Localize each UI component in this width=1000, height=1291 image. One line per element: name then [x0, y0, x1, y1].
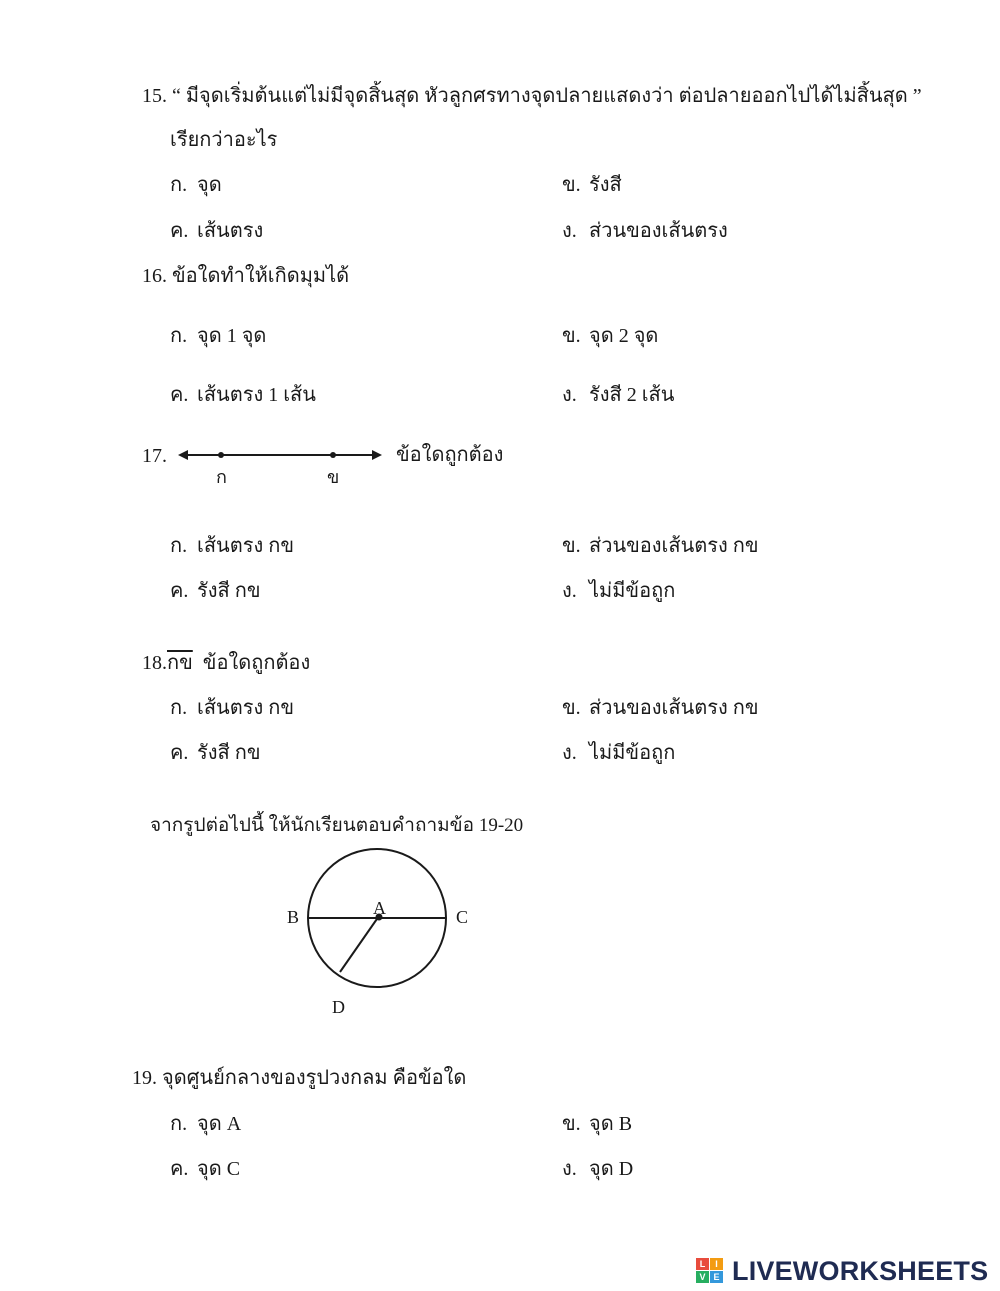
- option-text: รังสี 2 เส้น: [589, 384, 675, 406]
- option-text: จุด 2 จุด: [589, 325, 659, 347]
- q15-option-c[interactable]: [170, 219, 263, 243]
- option-label: ก.: [170, 535, 188, 557]
- point-left: [218, 452, 224, 458]
- option-label: ง.: [562, 742, 577, 764]
- option-text: รังสี กข: [197, 742, 261, 764]
- option-label: ข.: [562, 1113, 581, 1135]
- option-label: ก.: [170, 697, 188, 719]
- option-label: ข.: [562, 325, 581, 347]
- option-text: จุด D: [589, 1158, 634, 1180]
- q19-option-c[interactable]: [170, 1157, 240, 1181]
- point-right: [330, 452, 336, 458]
- q18-option-c[interactable]: [170, 741, 261, 765]
- q18-option-d[interactable]: [562, 741, 675, 765]
- q17-number: 17.: [142, 445, 167, 467]
- option-label: ง.: [562, 580, 577, 602]
- q19-question: 19. จุดศูนย์กลางของรูปวงกลม คือข้อใด: [132, 1067, 467, 1089]
- q16-option-a[interactable]: [170, 324, 266, 348]
- q15-option-b[interactable]: [562, 173, 622, 197]
- q15-question-line2: เรียกว่าอะไร: [170, 129, 278, 151]
- label-a: A: [373, 898, 386, 918]
- q16-option-c[interactable]: [170, 383, 316, 407]
- q18-number: 18.: [142, 652, 167, 674]
- option-label: ง.: [562, 384, 577, 406]
- liveworksheets-logo[interactable]: [696, 1254, 996, 1288]
- point-label-left: ก: [216, 467, 227, 487]
- cube-letter: L: [696, 1258, 709, 1270]
- q18-option-a[interactable]: [170, 696, 294, 720]
- q19-option-d[interactable]: [562, 1157, 633, 1181]
- point-label-right: ข: [327, 467, 340, 487]
- option-label: ก.: [170, 174, 188, 196]
- cube-letter: E: [710, 1271, 723, 1283]
- q16-option-d[interactable]: [562, 383, 674, 407]
- option-label: ง.: [562, 1158, 577, 1180]
- cube-letter: I: [710, 1258, 723, 1270]
- q17-option-b[interactable]: [562, 534, 759, 558]
- option-label: ข.: [562, 697, 581, 719]
- q18-option-b[interactable]: [562, 696, 759, 720]
- q19-option-a[interactable]: [170, 1112, 241, 1136]
- q15-question-line1: 15. “ มีจุดเริ่มต้นแต่ไม่มีจุดสิ้นสุด หัวลูกศรทางจุดปลายแสดงว่า ต่อปลายออกไปได้ไม่สิ้นสุด ”: [142, 85, 922, 107]
- option-label: ง.: [562, 220, 577, 242]
- option-text: ไม่มีข้อถูก: [589, 580, 676, 602]
- option-label: ค.: [170, 1158, 189, 1180]
- option-text: ส่วนของเส้นตรง: [589, 220, 728, 242]
- q17-option-a[interactable]: [170, 534, 294, 558]
- figure-intro: จากรูปต่อไปนี้ ให้นักเรียนตอบคำถามข้อ 19-20: [150, 815, 524, 836]
- option-text: ส่วนของเส้นตรง กข: [589, 535, 759, 557]
- option-text: รังสี กข: [197, 580, 261, 602]
- q18-question-line: [142, 651, 310, 675]
- option-text: ไม่มีข้อถูก: [589, 742, 676, 764]
- option-label: ค.: [170, 384, 189, 406]
- line-figure: [178, 444, 384, 466]
- q17-option-c[interactable]: [170, 579, 261, 603]
- option-label: ค.: [170, 580, 189, 602]
- option-text: ส่วนของเส้นตรง กข: [589, 697, 759, 719]
- option-text: เส้นตรง กข: [197, 697, 294, 719]
- option-text: เส้นตรง: [197, 220, 264, 242]
- option-label: ข.: [562, 174, 581, 196]
- option-label: ค.: [170, 220, 189, 242]
- option-text: จุด: [197, 174, 222, 196]
- arrowhead-left-icon: [178, 450, 188, 460]
- option-text: จุด 1 จุด: [197, 325, 267, 347]
- q15-option-a[interactable]: [170, 173, 222, 197]
- q15-option-d[interactable]: [562, 219, 728, 243]
- option-text: จุด C: [197, 1158, 241, 1180]
- cube-letter: V: [696, 1271, 709, 1283]
- q18-question: ข้อใดถูกต้อง: [202, 652, 311, 674]
- q16-option-b[interactable]: [562, 324, 658, 348]
- circle-figure: [300, 842, 456, 998]
- option-text: รังสี: [589, 174, 622, 196]
- q19-option-b[interactable]: [562, 1112, 632, 1136]
- option-label: ค.: [170, 742, 189, 764]
- label-b: B: [287, 907, 300, 927]
- brand-name: LIVEWORKSHEETS: [732, 1256, 989, 1286]
- segment-symbol: กข: [167, 652, 193, 674]
- option-label: ก.: [170, 1113, 188, 1135]
- label-d: D: [332, 997, 345, 1017]
- arrowhead-right-icon: [372, 450, 382, 460]
- q16-question: 16. ข้อใดทำให้เกิดมุมได้: [142, 265, 350, 287]
- option-text: เส้นตรง กข: [197, 535, 294, 557]
- radius-ad: [340, 916, 379, 972]
- label-c: C: [456, 907, 469, 927]
- option-text: จุด B: [589, 1113, 633, 1135]
- option-text: เส้นตรง 1 เส้น: [197, 384, 316, 406]
- option-label: ข.: [562, 535, 581, 557]
- option-text: จุด A: [197, 1113, 242, 1135]
- q17-question: ข้อใดถูกต้อง: [396, 444, 504, 466]
- q17-option-d[interactable]: [562, 579, 675, 603]
- option-label: ก.: [170, 325, 188, 347]
- logo-cube-icon: [696, 1258, 726, 1284]
